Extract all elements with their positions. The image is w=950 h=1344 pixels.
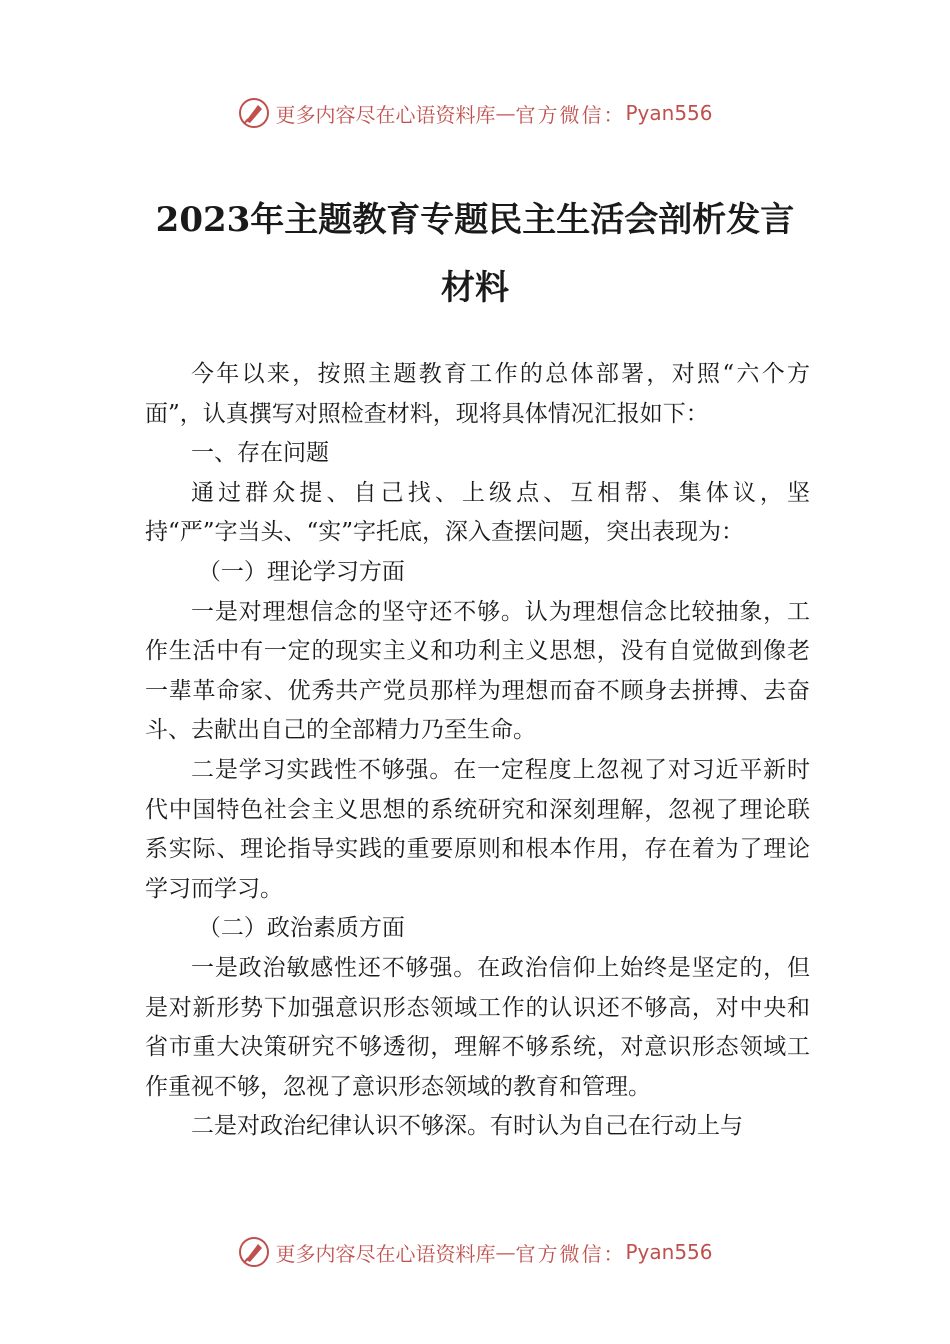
subsection-heading: （一）理论学习方面 [197, 558, 405, 585]
paragraph-summary: 通过群众提、自己找、上级点、互相帮、集体议，坚持“严”字当头、“实”字托底，深入查摆问题，突出表现为： [145, 479, 810, 546]
paragraph: 二是对政治纪律认识不够深。有时认为自己在行动上与 [191, 1113, 743, 1140]
banner-wechat-id: Pyan556 [625, 1240, 713, 1264]
subsection-heading: （二）政治素质方面 [197, 915, 405, 942]
banner-separator: — [495, 1240, 516, 1264]
pen-nib-logo-icon [237, 96, 271, 130]
paragraph-intro: 今年以来，按照主题教育工作的总体部署，对照“六个方面”，认真撰写对照检查材料，现将具体情况汇报如下： [145, 361, 810, 427]
paragraph: 二是学习实践性不够强。在一定程度上忽视了对习近平新时代中国特色社会主义思想的系统研究和深刻理解，忽视了理论联系实际、理论指导实践的重要原则和根本作用，存在着为了理论学习而学习。 [145, 756, 810, 902]
document-body [145, 355, 810, 1147]
paragraph: 一是对理想信念的坚守还不够。认为理想信念比较抽象，工作生活中有一定的现实主义和功利主义思想，没有自觉做到像老一辈革命家、优秀共产党员那样为理想而奋不顾身去拼搏、去奋斗、去献出自己的全部精力乃至生命。 [145, 598, 810, 744]
banner-wechat-label: 官方微信： [515, 1241, 626, 1266]
document-title [140, 186, 810, 322]
section-heading: 一、存在问题 [191, 440, 329, 467]
banner-wechat-id: Pyan556 [625, 101, 713, 125]
banner-wechat-label: 官方微信： [515, 102, 626, 127]
paragraph: 一是政治敏感性还不够强。在政治信仰上始终是坚定的，但是对新形势下加强意识形态领域工作的认识还不够高，对中央和省市重大决策研究不够透彻，理解不够系统，对意识形态领域工作重视不够，忽视了意识形态领域的教育和管理。 [145, 954, 810, 1100]
banner-separator: — [495, 101, 516, 125]
header-banner [0, 96, 950, 130]
banner-text: 更多内容尽在心语资料库 [275, 1241, 496, 1266]
pen-nib-logo-icon [237, 1235, 271, 1269]
footer-banner [0, 1235, 950, 1269]
title-line-1: 2023年主题教育专题民主生活会剖析发言 [155, 200, 795, 240]
banner-text: 更多内容尽在心语资料库 [275, 102, 496, 127]
title-line-2: 材料 [441, 268, 509, 308]
